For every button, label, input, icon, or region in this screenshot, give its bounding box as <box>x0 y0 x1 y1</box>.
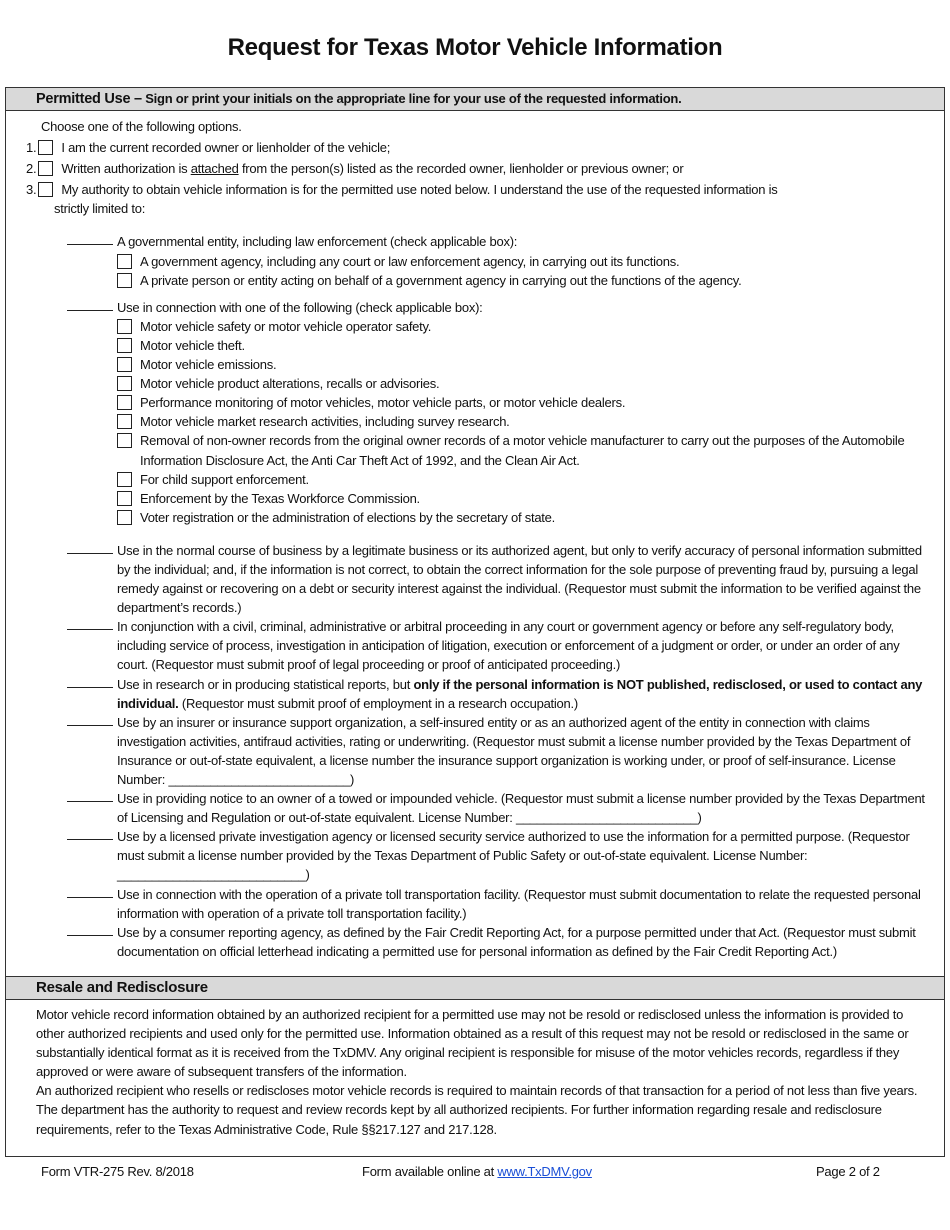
checkbox-item <box>117 252 932 271</box>
permitted-use-item <box>67 827 932 884</box>
initials-line[interactable] <box>67 675 113 688</box>
checkbox-item <box>117 412 932 431</box>
use-text <box>117 827 932 884</box>
initials-line[interactable] <box>67 923 113 936</box>
checkbox[interactable] <box>117 357 132 372</box>
checkbox-label: Motor vehicle market research activities, including survey research. <box>140 414 510 430</box>
use-text-part: (Requestor must submit proof of employment in a research occupation.) <box>178 695 578 711</box>
resale-header: Resale and Redisclosure <box>6 976 944 1000</box>
permitted-use-header <box>6 88 944 111</box>
checkbox-label: Motor vehicle product alterations, recalls or advisories. <box>140 376 440 392</box>
checkbox[interactable] <box>117 472 132 487</box>
option-text <box>61 180 777 199</box>
connection-label: Use in connection with one of the following (check applicable box): <box>117 299 483 315</box>
checkbox[interactable] <box>117 510 132 525</box>
checkbox-label: Motor vehicle theft. <box>140 337 245 353</box>
permitted-use-section <box>6 111 944 961</box>
checkbox-item <box>117 393 932 412</box>
checkbox[interactable] <box>38 182 53 197</box>
checkbox-label: Removal of non-owner records from the original owner records of a motor vehicle manufacturer to carry out the purposes of the Automobile Information Disclosure Act, the Anti Car Theft Act of 1992, and the Clean Air Act. <box>140 433 905 468</box>
use-text-bold: only if the personal information is NOT published, redisclosed, or used to contact any individual. <box>117 676 923 711</box>
page-title: Request for Texas Motor Vehicle Information <box>227 34 723 61</box>
use-text-part: Use in providing notice to an owner of a towed or impounded vehicle. (Requestor must submit a license number provided by the Texas Department of Licensing and Regulation or out-of-state equivalent. License Number: __________________________) <box>117 791 925 826</box>
checkbox[interactable] <box>38 140 53 155</box>
form-number: Form VTR-275 Rev. 8/2018 <box>41 1164 194 1179</box>
use-text <box>117 713 932 789</box>
option-3-continued: strictly limited to: <box>54 201 146 217</box>
use-text-part: Use by a consumer reporting agency, as defined by the Fair Credit Reporting Act, for a purpose permitted under that Act. (Requestor must submit documentation on official letterhead indicating a permitted use for personal information as defined by the Fair Credit Reporting Act.) <box>117 924 916 959</box>
initials-line[interactable] <box>67 298 113 311</box>
permitted-use-item <box>67 617 932 674</box>
checkbox[interactable] <box>38 161 53 176</box>
initials-line[interactable] <box>67 541 113 554</box>
checkbox[interactable] <box>117 254 132 269</box>
initials-line[interactable] <box>67 827 113 840</box>
form-box <box>5 87 945 1157</box>
permitted-use-item <box>67 923 932 961</box>
connection-group <box>67 298 932 527</box>
initials-line[interactable] <box>67 789 113 802</box>
section-instructions: Sign or print your initials on the appropriate line for your use of the requested information. <box>141 91 682 106</box>
checkbox-item <box>117 489 932 508</box>
checkbox-item <box>117 374 932 393</box>
option-text-part: I am the current recorded owner or lienholder of the vehicle; <box>61 140 391 156</box>
use-text-part: Use in the normal course of business by a legitimate business or its authorized agent, but only to verify accuracy of personal information submitted by the individual; and, if the information is not correct, to obtain the correct information for the sole purpose of preventing fraud by, pursuing a legal remedy against or recovering on a debt or security interest against the individual. (Requestor must submit the information to be verified against the department’s records.) <box>117 542 922 616</box>
checkbox-item <box>117 431 932 469</box>
option-3 <box>26 180 932 199</box>
option-2 <box>26 159 932 178</box>
checkbox[interactable] <box>117 376 132 391</box>
checkbox[interactable] <box>117 319 132 334</box>
option-underlined: attached <box>190 161 239 177</box>
use-text <box>117 885 932 923</box>
gov-label: A governmental entity, including law enforcement (check applicable box): <box>117 234 518 250</box>
checkbox[interactable] <box>117 414 132 429</box>
use-text-part: Use by an insurer or insurance support organization, a self-insured entity or as an authorized agent of the entity in connection with claims investigation activities, antifraud activities, rating or underwriting. (Requestor must submit a license number provided by the Texas Department of Insurance or out-of-state equivalent, a license number the insurance support organization is working under, or proof of self-insurance. License Number: __________________________) <box>117 714 911 787</box>
checkbox[interactable] <box>117 338 132 353</box>
uses-list <box>67 541 932 961</box>
resale-paragraph: An authorized recipient who resells or rediscloses motor vehicle records is required to maintain records of that transaction for a period of not less than five years. The department has the authority to request and review records kept by all authorized recipients. For further information regarding resale and redisclosure requirements, refer to the Texas Administrative Code, Rule §§217.127 and 217.128. <box>36 1083 918 1137</box>
use-text <box>117 617 932 674</box>
checkbox-label: Motor vehicle emissions. <box>140 357 277 373</box>
option-text-part: My authority to obtain vehicle information is for the permitted use noted below. I understand the use of the requested information is <box>61 182 778 198</box>
permitted-use-item <box>67 789 932 827</box>
checkbox[interactable] <box>117 273 132 288</box>
permitted-use-item <box>67 885 932 923</box>
initials-line[interactable] <box>67 885 113 898</box>
use-text <box>117 541 932 617</box>
option-text <box>61 138 390 157</box>
checkbox-label: Motor vehicle safety or motor vehicle operator safety. <box>140 318 432 334</box>
use-text <box>117 789 932 827</box>
option-text <box>61 159 683 178</box>
checkbox-item <box>117 317 932 336</box>
section-title: Permitted Use – <box>36 91 142 107</box>
permitted-use-item <box>67 541 932 617</box>
online-notice <box>362 1164 592 1179</box>
checkbox-label: Performance monitoring of motor vehicles, motor vehicle parts, or motor vehicle dealers. <box>140 395 626 411</box>
checkbox[interactable] <box>117 491 132 506</box>
checkbox-label: Voter registration or the administration of elections by the secretary of state. <box>140 509 555 525</box>
checkbox[interactable] <box>117 433 132 448</box>
txdmv-link[interactable]: www.TxDMV.gov <box>497 1164 592 1179</box>
use-text <box>117 675 932 713</box>
resale-section <box>36 1005 924 1139</box>
option-text-part: Written authorization is <box>61 161 191 177</box>
option-1 <box>26 138 932 157</box>
checkbox-label: Enforcement by the Texas Workforce Commission. <box>140 490 420 506</box>
intro-text: Choose one of the following options. <box>41 119 242 134</box>
initials-line[interactable] <box>67 713 113 726</box>
initials-line[interactable] <box>67 617 113 630</box>
resale-paragraph: Motor vehicle record information obtained by an authorized recipient for a permitted use may not be resold or redisclosed unless the information is provided to other authorized recipients and used only for the permitted use. Information obtained as a result of this request may not be resold or redisclosed in the same or substantially identical format as it is received from the TxDMV. Any original recipient is responsible for misuse of the motor vehicles records, regardless if they approved or were aware of subsequent transfers of the information. <box>36 1007 909 1080</box>
checkbox-label: A private person or entity acting on behalf of a government agency in carrying out the functions of the agency. <box>140 272 742 288</box>
option-text-part: from the person(s) listed as the recorded owner, lienholder or previous owner; or <box>238 161 684 177</box>
option-number: 2. <box>26 161 37 177</box>
page-number: Page 2 of 2 <box>816 1164 880 1179</box>
option-number: 1. <box>26 140 37 156</box>
use-text-part: Use in research or in producing statistical reports, but <box>117 676 414 692</box>
online-text: Form available online at <box>362 1164 498 1179</box>
permitted-use-item <box>67 675 932 713</box>
use-text-part: In conjunction with a civil, criminal, administrative or arbitral proceeding in any court or government agency or before any self-regulatory body, including service of process, investigation in anticipation of litigation, execution or enforcement of a judgment or order, or under an order of any court. (Requestor must submit proof of legal proceeding or proof of anticipated proceeding.) <box>117 619 900 673</box>
checkbox-label: A government agency, including any court or law enforcement agency, in carrying out its functions. <box>140 253 680 269</box>
checkbox[interactable] <box>117 395 132 410</box>
checkbox-item <box>117 336 932 355</box>
use-text-part: Use in connection with the operation of a private toll transportation facility. (Requestor must submit documentation to relate the requested personal information with operation of a private toll transportation facility.) <box>117 886 921 921</box>
checkbox-item <box>117 355 932 374</box>
permitted-use-item <box>67 713 932 789</box>
checkbox-item <box>117 470 932 489</box>
gov-group <box>67 232 932 289</box>
option-number: 3. <box>26 182 37 198</box>
checkbox-label: For child support enforcement. <box>140 471 309 487</box>
checkbox-item <box>117 271 932 290</box>
use-text <box>117 923 932 961</box>
initials-line[interactable] <box>67 232 113 245</box>
use-text-part: Use by a licensed private investigation agency or licensed security service authorized to use the information for a permitted purpose. (Requestor must submit a license number provided by the Texas Department of Public Safety or out-of-state equivalent. License Number: ___________________________) <box>117 829 910 883</box>
checkbox-item <box>117 508 932 527</box>
